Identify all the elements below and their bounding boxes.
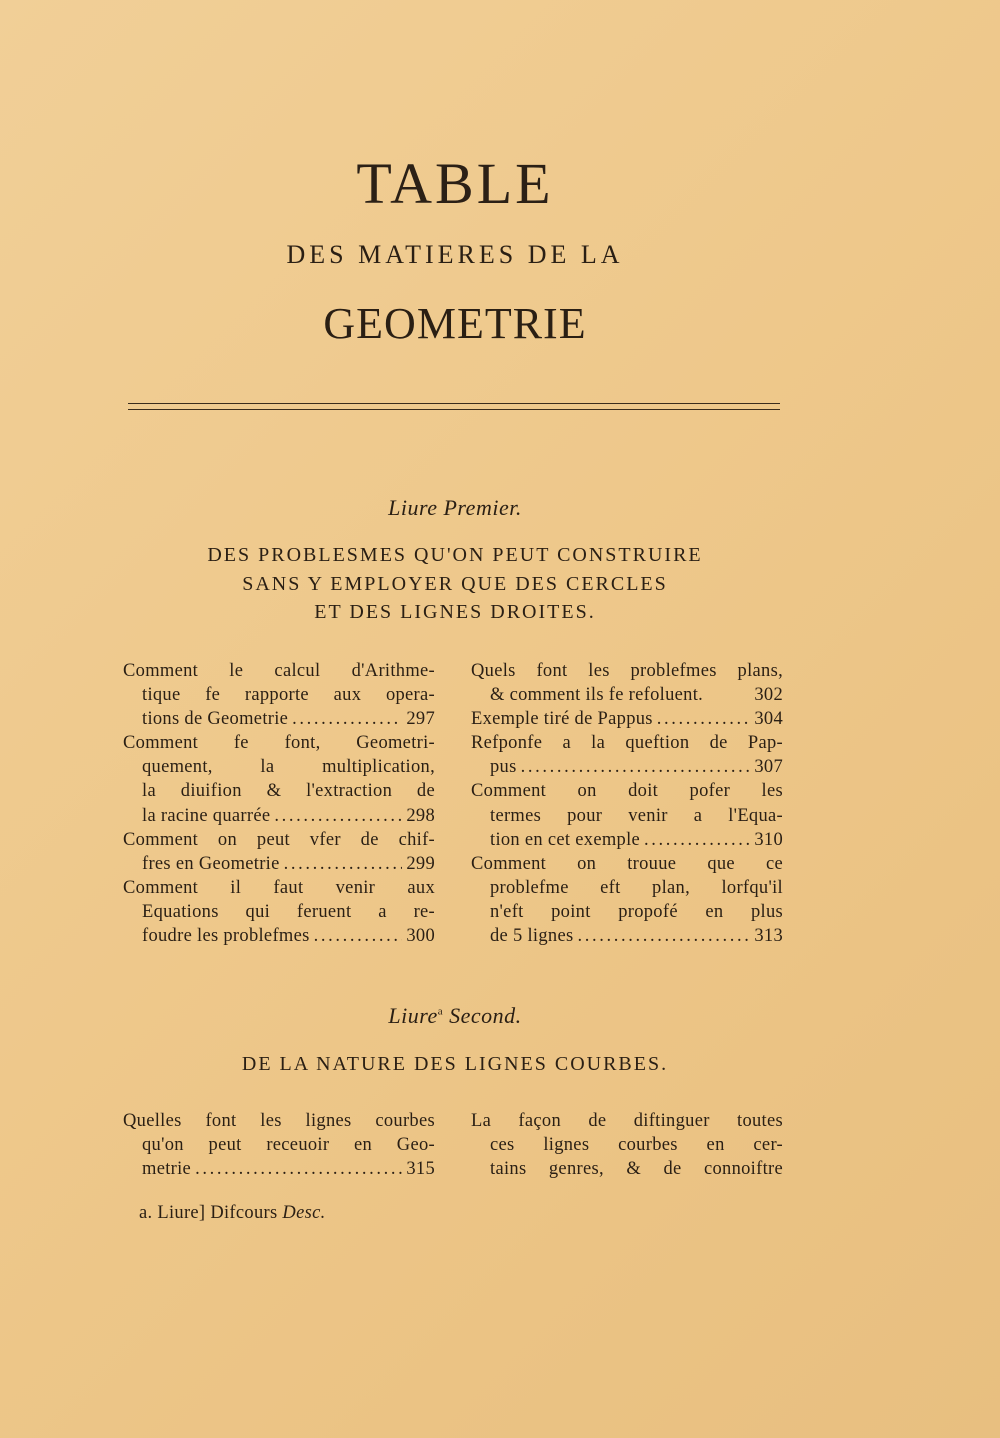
dot-leader	[195, 1157, 402, 1181]
dot-leader	[644, 828, 750, 852]
book2-left-column	[123, 1109, 435, 1181]
toc-entry-line: Comment le calcul d'Arithme-	[123, 661, 435, 681]
page-subject: GEOMETRIE	[323, 299, 587, 348]
footnote-source: Desc.	[282, 1203, 326, 1223]
toc-entry-last-line	[471, 683, 783, 707]
toc-entry-line: Quelles font les lignes courbes	[123, 1111, 435, 1131]
toc-entry-line: Comment fe font, Geometri-	[123, 733, 435, 754]
toc-entry-line: la diuifion & l'extraction de	[142, 781, 435, 802]
toc-entry-last-line	[123, 1157, 435, 1181]
toc-entry-last-line	[471, 924, 783, 948]
book1-caption	[0, 541, 910, 627]
toc-entry-text: metrie	[142, 1159, 192, 1180]
page-number: 297	[406, 709, 435, 730]
book1-caption-line: ET DES LIGNES DROITES.	[314, 601, 596, 623]
toc-entry-line: Equations qui feruent a re-	[142, 901, 435, 922]
toc-entry	[471, 779, 783, 851]
toc-entry	[471, 852, 783, 948]
toc-entry-line: Refponfe a la queftion de Pap-	[471, 733, 783, 754]
toc-entry-line: n'eft point propofé en plus	[490, 901, 783, 922]
toc-entry-last-line	[123, 707, 435, 731]
footnote-text: Liure] Difcours	[157, 1203, 278, 1223]
toc-entry-line: quement, la multiplication,	[142, 757, 435, 778]
toc-entry-last-line	[123, 852, 435, 876]
toc-entry-last-line	[123, 804, 435, 828]
toc-entry-last-line	[471, 755, 783, 779]
dot-leader	[521, 755, 751, 779]
dot-leader	[314, 924, 403, 948]
toc-entry-text: tion en cet exemple	[490, 829, 641, 850]
page-number: 304	[754, 709, 783, 730]
toc-entry-line: termes pour venir a l'Equa-	[490, 805, 783, 826]
toc-entry-line: qu'on peut receuoir en Geo-	[142, 1135, 435, 1156]
toc-entry	[123, 659, 435, 731]
book1-heading: Liure Premier.	[388, 495, 522, 520]
toc-entry-line: Quels font les problefmes plans,	[471, 661, 783, 681]
toc-entry	[123, 828, 435, 876]
toc-entry-text: & comment ils fe refoluent.	[490, 685, 704, 706]
page-title: TABLE	[356, 151, 554, 216]
footnote-label: a.	[139, 1203, 153, 1223]
book1-left-column	[123, 659, 435, 948]
book2-caption: DE LA NATURE DES LIGNES COURBES.	[241, 1053, 669, 1075]
book2-right-column	[471, 1109, 783, 1181]
book1-caption-line: DES PROBLESMES QU'ON PEUT CONSTRUIRE	[207, 544, 703, 566]
toc-entry-text: de 5 lignes	[490, 926, 574, 947]
toc-entry-line: tains genres, & de connoiftre	[490, 1159, 783, 1180]
page-number: 315	[406, 1159, 435, 1180]
toc-entry	[123, 876, 435, 948]
toc-entry	[123, 1109, 435, 1181]
toc-entry-text: fres en Geometrie	[142, 853, 280, 874]
toc-entry	[471, 659, 783, 707]
toc-entry-last-line	[471, 707, 783, 731]
toc-entry	[123, 731, 435, 827]
page-number: 307	[754, 757, 783, 778]
toc-entry-line: Comment il faut venir aux	[123, 877, 435, 898]
toc-entry-text: pus	[490, 757, 517, 778]
page-number: 313	[754, 926, 783, 947]
toc-entry-line: tique fe rapporte aux opera-	[142, 685, 435, 706]
toc-entry	[471, 731, 783, 779]
page-subtitle: DES MATIERES DE LA	[286, 240, 624, 269]
dot-leader	[657, 707, 751, 731]
toc-entry-line: problefme eft plan, lorfqu'il	[490, 877, 783, 898]
footnote-marker: a	[437, 1005, 444, 1018]
toc-entry-last-line	[123, 924, 435, 948]
toc-entry-text: la racine quarrée	[142, 805, 271, 826]
book1-caption-line: SANS Y EMPLOYER QUE DES CERCLES	[242, 572, 668, 595]
dot-leader	[274, 804, 402, 828]
toc-entry-text: foudre les problefmes	[142, 926, 310, 947]
toc-entry-line: ces lignes courbes en cer-	[490, 1135, 783, 1156]
book2-heading	[0, 1003, 910, 1029]
book2-heading-rest: Second.	[449, 1003, 522, 1028]
double-rule-divider	[128, 403, 780, 410]
footnote	[139, 1203, 326, 1224]
book2-heading-word: Liure	[388, 1003, 438, 1028]
book1-right-column	[471, 659, 783, 948]
toc-entry-line: Comment on doit pofer les	[471, 781, 783, 802]
toc-entry-line: Comment on peut vfer de chif-	[123, 829, 435, 850]
toc-entry-line: La façon de diftinguer toutes	[471, 1111, 783, 1131]
dot-leader	[284, 852, 403, 876]
toc-entry	[471, 707, 783, 731]
toc-entry-text: Exemple tiré de Pappus	[471, 709, 653, 730]
page-number: 310	[754, 829, 783, 850]
page-number: 302	[754, 685, 783, 706]
toc-entry-text: tions de Geometrie	[142, 709, 289, 730]
page-number: 298	[406, 805, 435, 826]
page-number: 300	[406, 926, 435, 947]
toc-entry-line: Comment on trouue que ce	[471, 853, 783, 874]
toc-entry-last-line	[471, 828, 783, 852]
page-number: 299	[406, 853, 435, 874]
dot-leader	[292, 707, 402, 731]
toc-entry	[471, 1109, 783, 1181]
dot-leader	[577, 924, 750, 948]
